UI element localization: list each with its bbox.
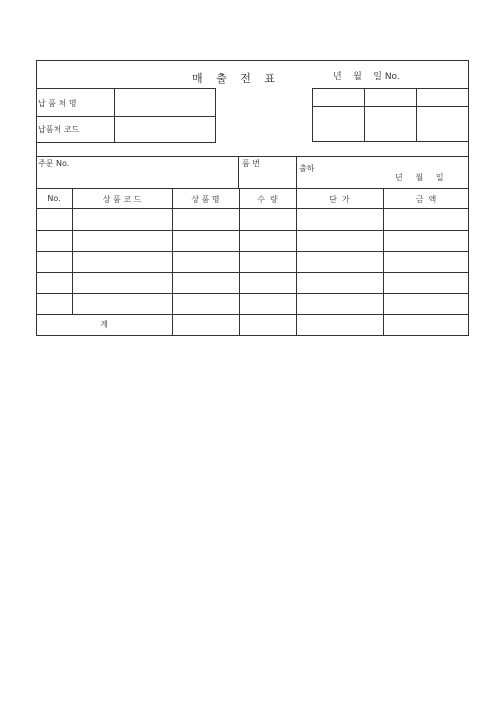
table-col-divider <box>239 188 240 336</box>
section-separator-1 <box>36 156 469 157</box>
table-row-line <box>36 293 469 294</box>
form-title: 매 출 전 표 <box>192 72 280 85</box>
order-no-label: 주문 No. <box>38 159 70 168</box>
order-info-divider-2 <box>296 156 297 188</box>
column-header-unit-price: 단 가 <box>329 195 350 204</box>
table-row-line <box>36 272 469 273</box>
vendor-name-label: 납 품 처 명 <box>38 99 77 108</box>
table-col-divider <box>72 188 73 314</box>
table-col-divider <box>172 188 173 336</box>
table-row-line <box>36 230 469 231</box>
approval-col-divider-2 <box>416 88 417 142</box>
product-no-label: 품 번 <box>242 159 260 168</box>
vendor-code-label: 납품처 코드 <box>38 125 80 134</box>
column-header-product-name: 상 품 명 <box>191 195 220 204</box>
approval-box <box>312 88 469 142</box>
approval-box-divider <box>312 106 469 107</box>
column-header-amount: 금 액 <box>415 195 437 204</box>
approval-col-divider-1 <box>364 88 365 142</box>
vendor-code-field[interactable] <box>115 117 215 142</box>
ship-label: 출하 <box>299 164 315 173</box>
table-row-line <box>36 251 469 252</box>
table-header-bottom <box>36 208 469 209</box>
order-info-divider-1 <box>238 156 239 188</box>
table-col-divider <box>296 188 297 336</box>
table-col-divider <box>383 188 384 336</box>
column-header-product-code: 상 품 코 드 <box>102 195 142 204</box>
section-separator-2 <box>36 188 469 189</box>
ship-date-label: 년 월 일 <box>395 173 444 182</box>
column-header-quantity: 수 량 <box>257 195 278 204</box>
table-row-line <box>36 314 469 315</box>
total-row-label: 계 <box>100 320 108 329</box>
column-header-no: No. <box>47 194 61 203</box>
date-number-label: 년 월 일 No. <box>333 72 400 82</box>
vendor-name-field[interactable] <box>115 89 215 115</box>
